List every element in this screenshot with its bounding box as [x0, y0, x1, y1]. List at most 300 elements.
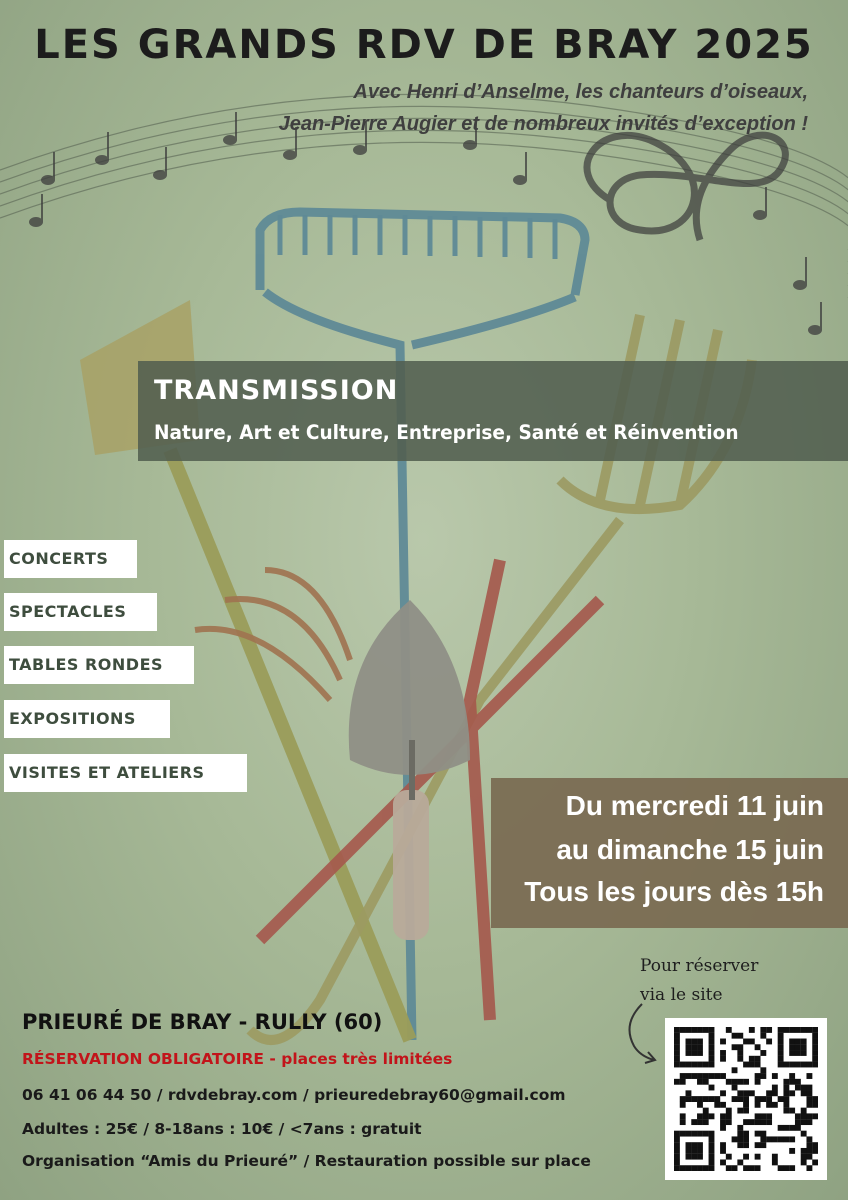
qr-module	[691, 1154, 697, 1160]
qr-module	[691, 1148, 697, 1154]
qr-module	[801, 1108, 807, 1114]
qr-module	[760, 1050, 766, 1056]
qr-module	[755, 1073, 761, 1079]
page-title: LES GRANDS RDV DE BRAY 2025	[34, 22, 814, 68]
qr-module	[749, 1027, 755, 1033]
qr-module	[749, 1090, 755, 1096]
qr-module	[755, 1142, 761, 1148]
qr-module	[697, 1154, 703, 1160]
qr-module	[709, 1073, 715, 1079]
qr-module	[801, 1154, 807, 1160]
qr-module	[755, 1131, 761, 1137]
contact-info[interactable]: 06 41 06 44 50 / rdvdebray.com / prieuredebray60@gmail.com	[22, 1086, 566, 1104]
qr-module	[720, 1050, 726, 1056]
qr-module	[795, 1079, 801, 1085]
qr-module	[755, 1165, 761, 1171]
qr-module	[703, 1131, 709, 1137]
qr-module	[743, 1108, 749, 1114]
qr-module	[686, 1096, 692, 1102]
qr-module	[680, 1079, 686, 1085]
qr-module	[674, 1062, 680, 1068]
qr-module	[691, 1073, 697, 1079]
qr-module	[737, 1159, 743, 1165]
qr-module	[720, 1102, 726, 1108]
qr-module	[766, 1096, 772, 1102]
qr-module	[709, 1056, 715, 1062]
qr-module	[749, 1062, 755, 1068]
qr-module	[755, 1102, 761, 1108]
qr-module	[680, 1102, 686, 1108]
qr-module	[737, 1136, 743, 1142]
qr-module	[766, 1136, 772, 1142]
qr-module	[778, 1125, 784, 1131]
subtitle-line: Jean-Pierre Augier et de nombreux invités d’exception !	[278, 113, 808, 135]
qr-module	[726, 1113, 732, 1119]
qr-module	[760, 1073, 766, 1079]
qr-module	[766, 1102, 772, 1108]
qr-module	[720, 1073, 726, 1079]
qr-module	[801, 1159, 807, 1165]
qr-module	[812, 1148, 818, 1154]
qr-module	[789, 1062, 795, 1068]
qr-module	[737, 1056, 743, 1062]
qr-module	[697, 1165, 703, 1171]
qr-module	[801, 1039, 807, 1045]
theme-title: TRANSMISSION	[154, 375, 399, 406]
reservation-notice: RÉSERVATION OBLIGATOIRE - places très limitées	[22, 1050, 453, 1068]
qr-module	[686, 1165, 692, 1171]
qr-module	[697, 1113, 703, 1119]
qr-module	[783, 1085, 789, 1091]
qr-module	[743, 1096, 749, 1102]
qr-module	[674, 1154, 680, 1160]
qr-module	[732, 1044, 738, 1050]
qr-module	[812, 1033, 818, 1039]
organisation-info: Organisation “Amis du Prieuré” / Restauration possible sur place	[22, 1152, 591, 1170]
qr-module	[778, 1044, 784, 1050]
qr-module	[680, 1131, 686, 1137]
qr-module	[697, 1044, 703, 1050]
qr-module	[766, 1039, 772, 1045]
qr-module	[703, 1073, 709, 1079]
qr-module	[772, 1090, 778, 1096]
activity-tag-concerts: CONCERTS	[4, 540, 137, 578]
qr-module	[789, 1050, 795, 1056]
activity-tag-visites-ateliers: VISITES ET ATELIERS	[4, 754, 247, 792]
qr-module	[697, 1096, 703, 1102]
qr-module	[755, 1044, 761, 1050]
qr-module	[709, 1148, 715, 1154]
qr-module	[703, 1079, 709, 1085]
qr-module	[783, 1102, 789, 1108]
qr-module	[697, 1079, 703, 1085]
qr-module	[755, 1154, 761, 1160]
qr-module	[686, 1073, 692, 1079]
qr-module	[783, 1090, 789, 1096]
qr-module	[709, 1062, 715, 1068]
qr-module	[760, 1067, 766, 1073]
qr-module	[709, 1159, 715, 1165]
qr-module	[806, 1062, 812, 1068]
venue-name: PRIEURÉ DE BRAY - RULLY (60)	[22, 1010, 383, 1034]
qr-module	[801, 1113, 807, 1119]
qr-module	[743, 1136, 749, 1142]
qr-module	[760, 1113, 766, 1119]
qr-module	[691, 1165, 697, 1171]
qr-module	[737, 1044, 743, 1050]
qr-module	[783, 1108, 789, 1114]
qr-module	[680, 1062, 686, 1068]
qr-module	[737, 1050, 743, 1056]
qr-module	[697, 1062, 703, 1068]
qr-module	[686, 1050, 692, 1056]
qr-module	[703, 1062, 709, 1068]
qr-module	[709, 1050, 715, 1056]
qr-module	[806, 1154, 812, 1160]
activity-tag-spectacles: SPECTACLES	[4, 593, 157, 631]
qr-module	[720, 1090, 726, 1096]
qr-module	[795, 1119, 801, 1125]
qr-module	[732, 1096, 738, 1102]
qr-module	[806, 1142, 812, 1148]
activity-tag-tables-rondes: TABLES RONDES	[4, 646, 194, 684]
qr-module	[783, 1096, 789, 1102]
dates-line: au dimanche 15 juin	[556, 834, 824, 865]
qr-module	[755, 1062, 761, 1068]
qr-module	[778, 1050, 784, 1056]
qr-module	[812, 1056, 818, 1062]
qr-module	[755, 1113, 761, 1119]
curved-arrow-icon	[620, 1000, 670, 1070]
qr-module	[691, 1027, 697, 1033]
qr-module	[812, 1062, 818, 1068]
qr-module	[697, 1119, 703, 1125]
qr-module	[812, 1044, 818, 1050]
qr-module	[680, 1113, 686, 1119]
subtitle	[279, 76, 808, 140]
qr-module	[691, 1062, 697, 1068]
theme-banner	[138, 361, 848, 461]
qr-module	[720, 1125, 726, 1131]
qr-module	[801, 1044, 807, 1050]
qr-module	[795, 1050, 801, 1056]
reserve-note-line: Pour réserver	[640, 956, 759, 976]
qr-module	[789, 1044, 795, 1050]
qr-module	[726, 1119, 732, 1125]
qr-code-pattern	[674, 1027, 818, 1171]
qr-module	[674, 1050, 680, 1056]
qr-module	[789, 1073, 795, 1079]
reserve-note-line: via le site	[640, 985, 723, 1005]
qr-module	[674, 1159, 680, 1165]
qr-module	[743, 1062, 749, 1068]
qr-module	[812, 1142, 818, 1148]
qr-module	[760, 1027, 766, 1033]
qr-module	[806, 1073, 812, 1079]
qr-module	[760, 1033, 766, 1039]
qr-module	[801, 1119, 807, 1125]
qr-module	[732, 1079, 738, 1085]
qr-module	[743, 1119, 749, 1125]
qr-module	[686, 1131, 692, 1137]
qr-module	[732, 1067, 738, 1073]
qr-module	[709, 1039, 715, 1045]
qr-module	[789, 1090, 795, 1096]
qr-module	[714, 1096, 720, 1102]
qr-module	[674, 1131, 680, 1137]
qr-module	[743, 1102, 749, 1108]
qr-module	[812, 1102, 818, 1108]
qr-module	[674, 1136, 680, 1142]
qr-module	[709, 1085, 715, 1091]
dates-box	[491, 778, 848, 928]
qr-module	[760, 1136, 766, 1142]
qr-module	[686, 1090, 692, 1096]
qr-module	[703, 1096, 709, 1102]
qr-module	[709, 1027, 715, 1033]
qr-module	[703, 1165, 709, 1171]
qr-module	[743, 1090, 749, 1096]
qr-module	[686, 1044, 692, 1050]
qr-code[interactable]	[665, 1018, 827, 1180]
qr-module	[680, 1119, 686, 1125]
qr-module	[674, 1027, 680, 1033]
qr-module	[789, 1165, 795, 1171]
qr-module	[703, 1027, 709, 1033]
qr-module	[801, 1062, 807, 1068]
qr-module	[749, 1119, 755, 1125]
qr-module	[783, 1062, 789, 1068]
qr-module	[697, 1148, 703, 1154]
qr-module	[686, 1039, 692, 1045]
qr-module	[795, 1027, 801, 1033]
qr-module	[709, 1044, 715, 1050]
qr-module	[709, 1131, 715, 1137]
qr-module	[703, 1119, 709, 1125]
qr-module	[755, 1119, 761, 1125]
qr-module	[806, 1085, 812, 1091]
qr-module	[680, 1027, 686, 1033]
qr-module	[789, 1125, 795, 1131]
qr-module	[789, 1027, 795, 1033]
qr-module	[726, 1108, 732, 1114]
qr-module	[697, 1142, 703, 1148]
qr-module	[691, 1096, 697, 1102]
qr-module	[691, 1039, 697, 1045]
qr-module	[795, 1113, 801, 1119]
qr-module	[806, 1165, 812, 1171]
qr-module	[709, 1136, 715, 1142]
dates-line: Du mercredi 11 juin	[565, 790, 824, 821]
qr-module	[801, 1090, 807, 1096]
qr-module	[806, 1119, 812, 1125]
theme-topics: Nature, Art et Culture, Entreprise, Santé et Réinvention	[154, 421, 739, 444]
qr-module	[674, 1165, 680, 1171]
qr-module	[743, 1039, 749, 1045]
qr-module	[714, 1073, 720, 1079]
qr-module	[720, 1119, 726, 1125]
qr-module	[691, 1044, 697, 1050]
qr-module	[697, 1131, 703, 1137]
qr-module	[720, 1113, 726, 1119]
qr-module	[801, 1085, 807, 1091]
qr-module	[778, 1165, 784, 1171]
qr-module	[709, 1113, 715, 1119]
qr-module	[720, 1142, 726, 1148]
qr-module	[732, 1136, 738, 1142]
qr-module	[697, 1039, 703, 1045]
qr-module	[801, 1050, 807, 1056]
qr-module	[806, 1113, 812, 1119]
qr-module	[766, 1027, 772, 1033]
activity-tag-expositions: EXPOSITIONS	[4, 700, 170, 738]
qr-module	[703, 1113, 709, 1119]
qr-module	[726, 1154, 732, 1160]
qr-module	[674, 1056, 680, 1062]
qr-module	[743, 1165, 749, 1171]
qr-module	[697, 1102, 703, 1108]
qr-module	[737, 1131, 743, 1137]
qr-module	[760, 1096, 766, 1102]
qr-module	[697, 1073, 703, 1079]
qr-module	[806, 1102, 812, 1108]
qr-module	[772, 1085, 778, 1091]
qr-module	[737, 1090, 743, 1096]
qr-module	[720, 1056, 726, 1062]
qr-module	[812, 1159, 818, 1165]
qr-module	[778, 1096, 784, 1102]
qr-module	[755, 1096, 761, 1102]
qr-module	[732, 1165, 738, 1171]
qr-module	[772, 1159, 778, 1165]
qr-module	[686, 1027, 692, 1033]
qr-module	[766, 1113, 772, 1119]
qr-module	[686, 1148, 692, 1154]
qr-module	[726, 1165, 732, 1171]
qr-module	[789, 1136, 795, 1142]
qr-module	[755, 1079, 761, 1085]
qr-module	[714, 1102, 720, 1108]
qr-module	[795, 1039, 801, 1045]
qr-module	[806, 1148, 812, 1154]
qr-module	[737, 1142, 743, 1148]
qr-module	[795, 1062, 801, 1068]
qr-module	[801, 1148, 807, 1154]
qr-module	[737, 1033, 743, 1039]
qr-module	[720, 1039, 726, 1045]
qr-module	[674, 1142, 680, 1148]
qr-module	[737, 1096, 743, 1102]
qr-module	[697, 1050, 703, 1056]
qr-module	[806, 1096, 812, 1102]
qr-module	[732, 1085, 738, 1091]
qr-module	[812, 1096, 818, 1102]
qr-module	[806, 1090, 812, 1096]
qr-module	[709, 1154, 715, 1160]
qr-module	[697, 1027, 703, 1033]
price-info: Adultes : 25€ / 8-18ans : 10€ / <7ans : gratuit	[22, 1120, 422, 1138]
qr-module	[709, 1033, 715, 1039]
qr-module	[755, 1056, 761, 1062]
treble-clef-icon	[587, 135, 785, 240]
qr-module	[720, 1148, 726, 1154]
qr-module	[778, 1136, 784, 1142]
qr-module	[760, 1142, 766, 1148]
qr-module	[812, 1113, 818, 1119]
qr-module	[674, 1079, 680, 1085]
qr-module	[703, 1108, 709, 1114]
qr-module	[806, 1136, 812, 1142]
qr-module	[783, 1165, 789, 1171]
qr-module	[760, 1119, 766, 1125]
qr-module	[709, 1096, 715, 1102]
qr-module	[743, 1079, 749, 1085]
qr-module	[789, 1148, 795, 1154]
qr-module	[766, 1119, 772, 1125]
qr-module	[778, 1056, 784, 1062]
qr-module	[772, 1136, 778, 1142]
qr-module	[812, 1027, 818, 1033]
qr-module	[691, 1119, 697, 1125]
qr-module	[709, 1142, 715, 1148]
qr-module	[795, 1044, 801, 1050]
qr-module	[801, 1131, 807, 1137]
qr-module	[674, 1148, 680, 1154]
qr-module	[783, 1125, 789, 1131]
qr-module	[686, 1142, 692, 1148]
qr-module	[743, 1154, 749, 1160]
qr-module	[726, 1079, 732, 1085]
qr-module	[772, 1073, 778, 1079]
qr-module	[749, 1039, 755, 1045]
qr-module	[789, 1039, 795, 1045]
qr-module	[674, 1044, 680, 1050]
qr-module	[760, 1131, 766, 1137]
qr-module	[766, 1090, 772, 1096]
qr-module	[743, 1131, 749, 1137]
qr-module	[674, 1039, 680, 1045]
qr-module	[737, 1125, 743, 1131]
qr-module	[686, 1154, 692, 1160]
qr-module	[778, 1027, 784, 1033]
qr-module	[783, 1136, 789, 1142]
qr-module	[737, 1079, 743, 1085]
qr-module	[686, 1062, 692, 1068]
qr-module	[812, 1039, 818, 1045]
qr-module	[720, 1159, 726, 1165]
qr-module	[789, 1108, 795, 1114]
qr-module	[743, 1142, 749, 1148]
qr-module	[772, 1154, 778, 1160]
qr-module	[732, 1033, 738, 1039]
qr-module	[680, 1073, 686, 1079]
qr-module	[806, 1027, 812, 1033]
qr-module	[812, 1050, 818, 1056]
qr-module	[789, 1079, 795, 1085]
qr-module	[691, 1050, 697, 1056]
qr-module	[709, 1165, 715, 1171]
qr-module	[691, 1131, 697, 1137]
qr-module	[737, 1108, 743, 1114]
qr-module	[680, 1096, 686, 1102]
qr-module	[783, 1079, 789, 1085]
qr-module	[778, 1039, 784, 1045]
qr-module	[674, 1033, 680, 1039]
qr-module	[801, 1027, 807, 1033]
qr-module	[691, 1142, 697, 1148]
qr-module	[783, 1027, 789, 1033]
qr-module	[795, 1085, 801, 1091]
